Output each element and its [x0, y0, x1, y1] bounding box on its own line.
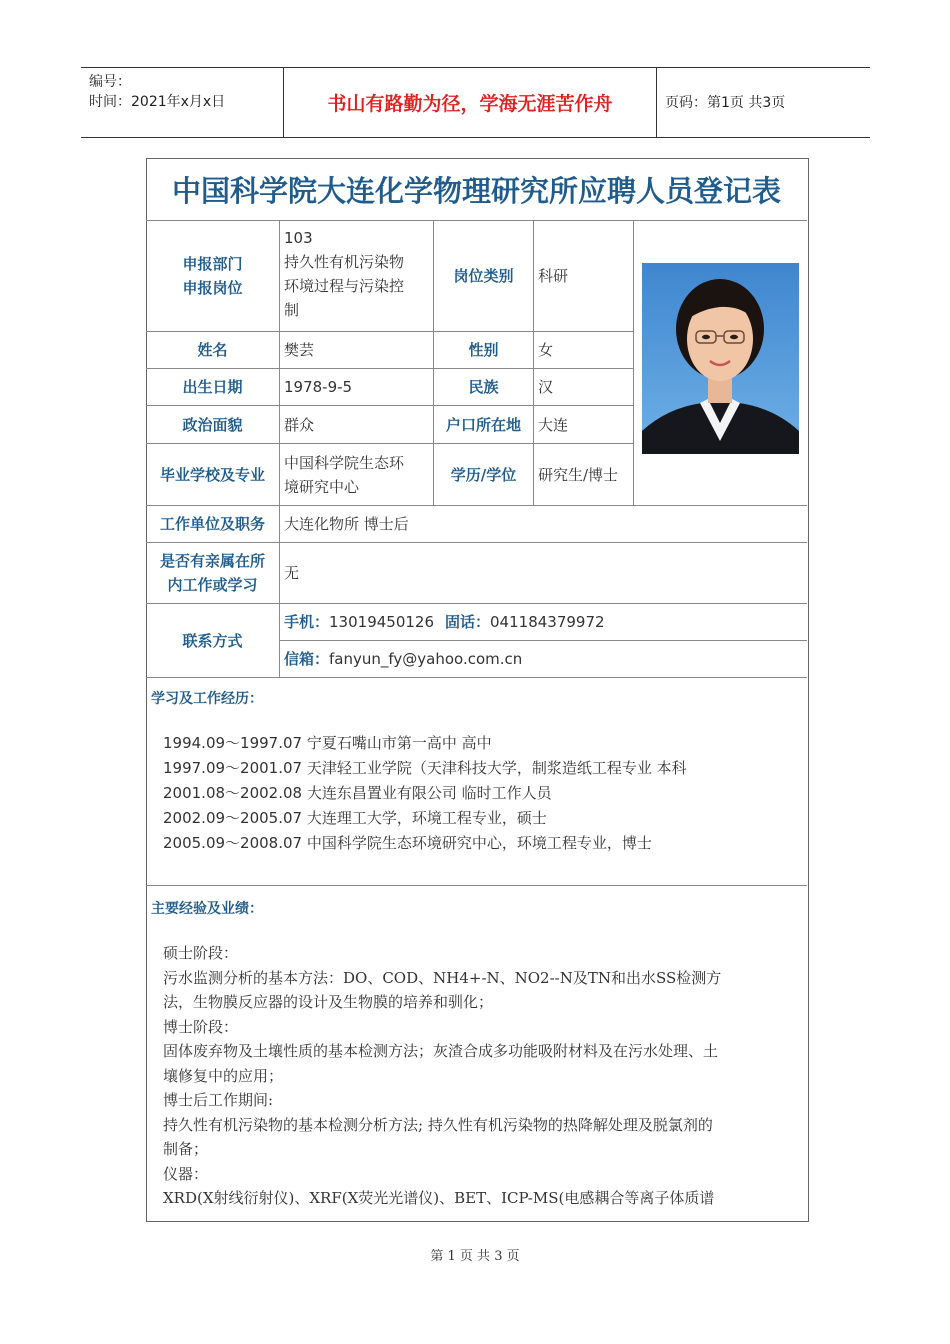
- degree-value: 研究生/博士: [538, 465, 619, 484]
- dept-label: 申报部门: [182, 255, 243, 273]
- achievement-line: 法，生物膜反应器的设计及生物膜的培养和驯化；: [163, 993, 494, 1011]
- experience-entry: [163, 756, 687, 781]
- achievement-line: 持久性有机污染物的基本检测分析方法; 持久性有机污染物的热降解处理及脱氯剂的: [163, 1115, 713, 1134]
- dept-value: 103: [284, 229, 313, 247]
- name-label: 姓名: [197, 341, 228, 359]
- political-value: 群众: [284, 415, 315, 434]
- school-value-line2: 境研究中心: [284, 477, 360, 496]
- achievement-line: 固体废弃物及土壤性质的基本检测方法；灰渣合成多功能吸附材料及在污水处理、土: [163, 1042, 719, 1060]
- hukou-label: 户口所在地: [445, 415, 521, 434]
- post-label: 申报岗位: [182, 279, 243, 297]
- experience-entry: [163, 806, 547, 831]
- school-value-line1: 中国科学院生态环: [284, 453, 405, 472]
- entry-text: 宁夏石嘴山市第一高中 高中: [306, 734, 492, 752]
- relatives-label-line2: 内工作或学习: [167, 576, 258, 594]
- achievement-line: 仪器：: [163, 1164, 209, 1183]
- entry-text: 大连东昌置业有限公司 临时工作人员: [306, 784, 552, 802]
- portrait-image: [642, 263, 799, 454]
- degree-label: 学历/学位: [450, 465, 517, 484]
- political-label: 政治面貌: [182, 415, 243, 434]
- experience-heading: 学习及工作经历：: [151, 691, 263, 707]
- page-footer: 第 1 页 共 3 页: [430, 1249, 520, 1264]
- school-label: 毕业学校及专业: [159, 465, 265, 484]
- applicant-photo: [642, 263, 799, 454]
- email-value: fanyun_fy@yahoo.com.cn: [329, 650, 523, 668]
- dept-post-value: [284, 226, 430, 322]
- header-left: [89, 72, 225, 112]
- relatives-value: 无: [284, 564, 300, 582]
- achievements-heading: 主要经验及业绩：: [151, 901, 263, 917]
- grid-line: [146, 885, 807, 886]
- dept-post-label: [147, 221, 278, 331]
- entry-text: 天津轻工业学院（天津科技大学，制浆造纸工程专业 本科: [306, 759, 687, 777]
- work-value: 大连化物所 博士后: [284, 515, 409, 533]
- achievement-line: 博士后工作期间:: [163, 1091, 274, 1109]
- header-motto: 书山有路勤为径，学海无涯苦作舟: [283, 68, 657, 137]
- landline-label: 固话：: [445, 613, 491, 631]
- achievement-line: 博士阶段：: [163, 1017, 239, 1036]
- entry-period: 1997.09～2001.07: [163, 759, 303, 777]
- hukou-value: 大连: [538, 415, 569, 434]
- birth-label: 出生日期: [182, 378, 243, 396]
- achievement-line: 污水监测分析的基本方法：DO、COD、NH4+-N、NO2--N及TN和出水SS检测方: [163, 968, 722, 987]
- grid-line: [533, 220, 534, 505]
- category-label: 岗位类别: [453, 267, 514, 285]
- contact-label: 联系方式: [182, 631, 243, 650]
- birth-value: 1978-9-5: [284, 378, 353, 396]
- entry-text: 大连理工大学，环境工程专业，硕士: [306, 809, 547, 827]
- entry-period: 2005.09～2008.07: [163, 834, 303, 852]
- achievement-line: XRD(X射线衍射仪)、XRF(X荧光光谱仪)、BET、ICP-MS(电感耦合等离子体质谱: [163, 1189, 715, 1207]
- page-header: [81, 67, 870, 138]
- achievement-line: 制备；: [163, 1140, 209, 1158]
- name-value: 樊芸: [284, 341, 315, 359]
- grid-line: [146, 677, 807, 678]
- document-date: 时间：2021年x月x日: [89, 94, 226, 110]
- header-page-info: 页码：第1页 共3页: [665, 95, 786, 111]
- achievement-line: 壤修复中的应用；: [163, 1066, 284, 1085]
- grid-line: [633, 220, 634, 505]
- experience-entry: [163, 731, 492, 756]
- mobile-value: 13019450126: [329, 613, 434, 631]
- grid-line: [279, 220, 280, 677]
- achievement-line: 硕士阶段：: [163, 944, 239, 962]
- entry-period: 1994.09～1997.07: [163, 734, 303, 752]
- form-title: 中国科学院大连化学物理研究所应聘人员登记表: [171, 173, 781, 208]
- experience-entry: [163, 831, 652, 856]
- achievements-body: [163, 941, 793, 1211]
- contact-email-row: [284, 641, 794, 677]
- landline-value: 041184379972: [490, 613, 605, 631]
- school-value: [284, 444, 430, 505]
- ethnicity-label: 民族: [468, 378, 499, 396]
- ethnicity-value: 汉: [538, 378, 554, 396]
- contact-phone-row: [284, 604, 794, 640]
- work-label: 工作单位及职务: [159, 515, 265, 533]
- email-label: 信箱：: [284, 650, 330, 668]
- post-value-line1: 持久性有机污染物: [284, 253, 405, 271]
- post-value-line2: 环境过程与污染控: [284, 277, 405, 295]
- gender-label: 性别: [468, 341, 499, 359]
- document-number-label: 编号：: [89, 74, 131, 90]
- gender-value: 女: [538, 341, 554, 359]
- post-value-line3: 制: [284, 301, 300, 319]
- entry-period: 2001.08～2002.08: [163, 784, 303, 802]
- entry-text: 中国科学院生态环境研究中心，环境工程专业，博士: [306, 834, 652, 852]
- entry-period: 2002.09～2005.07: [163, 809, 303, 827]
- relatives-label-line1: 是否有亲属在所: [159, 552, 265, 570]
- category-value: 科研: [538, 267, 569, 285]
- relatives-label: [147, 543, 278, 603]
- experience-entry: [163, 781, 552, 806]
- mobile-label: 手机：: [284, 613, 330, 631]
